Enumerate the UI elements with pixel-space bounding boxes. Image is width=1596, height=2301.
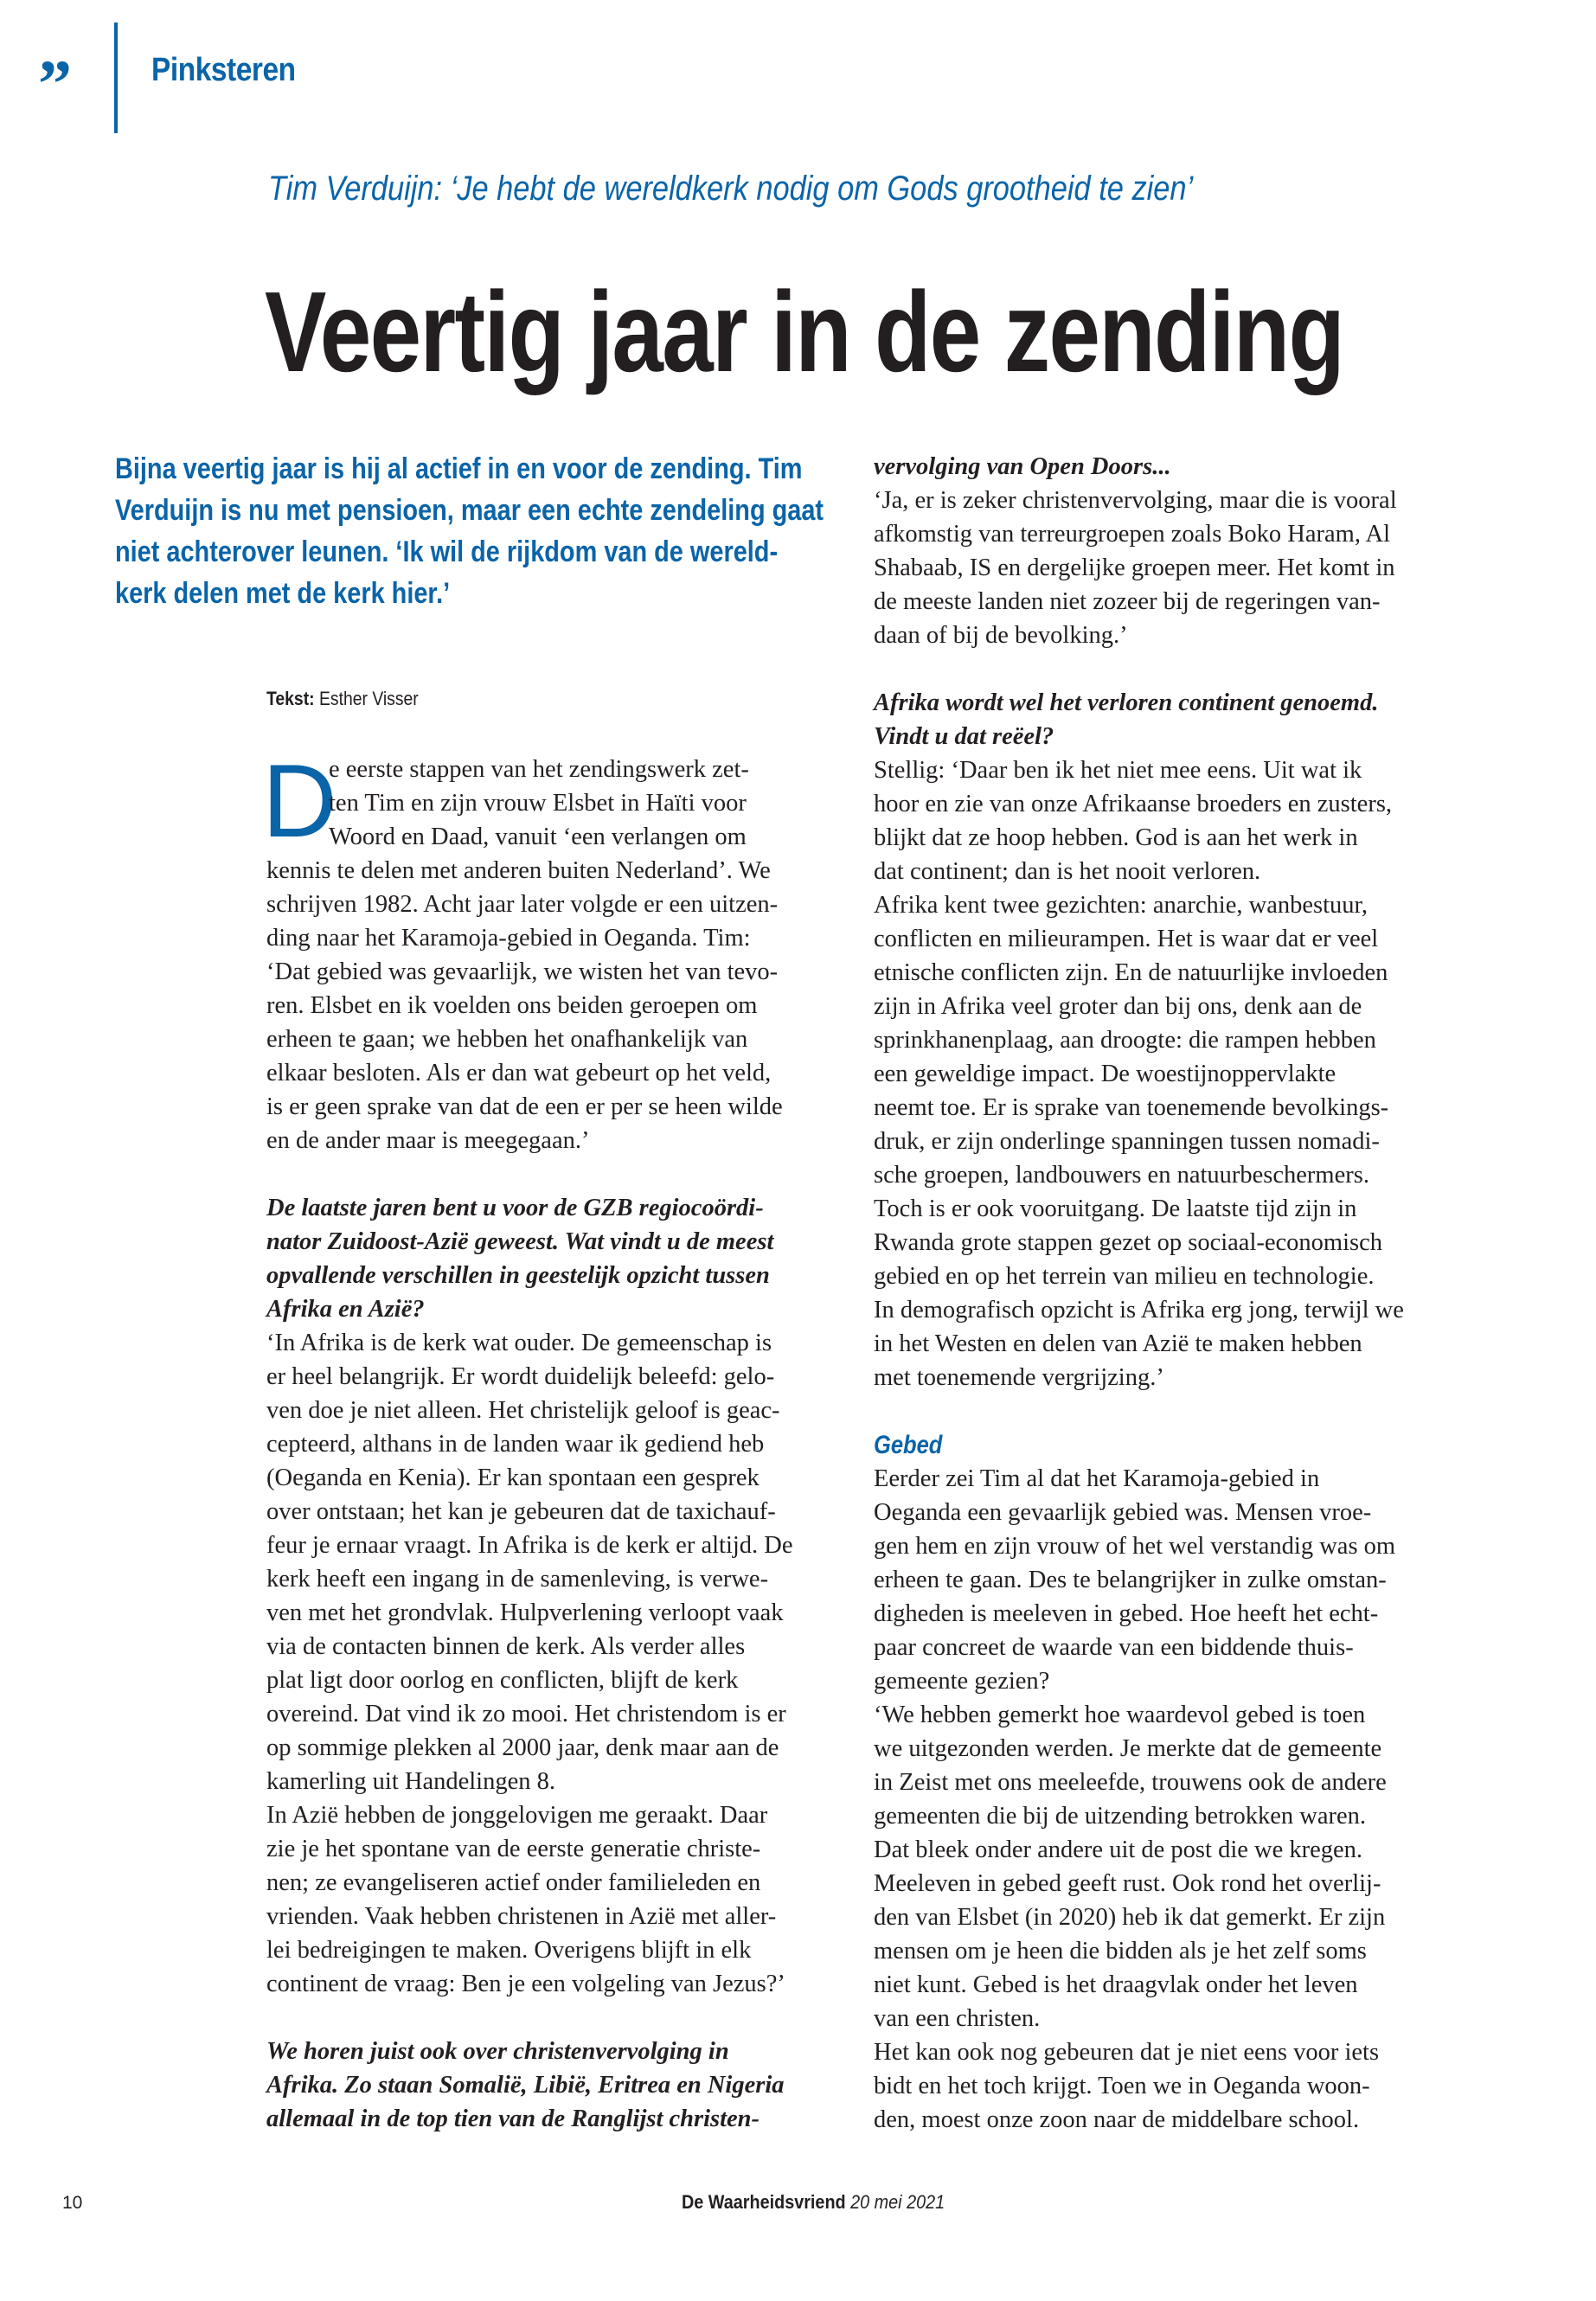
text-line: Stellig: ‘Daar ben ik het niet mee eens. Uit wat ik (874, 757, 1362, 784)
byline-author: Esther Visser (318, 688, 419, 709)
header-divider (114, 22, 118, 133)
text-line: er heel belangrijk. Er wordt duidelijk beleefd: gelo- (266, 1363, 775, 1390)
text-line: Afrika en Azië? (266, 1296, 425, 1323)
text-line: ven doe je niet alleen. Het christelijk geloof is geac- (266, 1397, 780, 1424)
text-line: Toch is er ook vooruitgang. De laatste tijd zijn in (874, 1195, 1357, 1222)
paragraph (874, 1462, 1462, 2137)
text-line: mensen om je heen die bidden als je het zelf soms (874, 1938, 1367, 1965)
article-intro (115, 448, 824, 614)
text-line: kennis te delen met anderen buiten Nederland’. We (266, 857, 771, 884)
text-line: den, moest onze zoon naar de middelbare school. (874, 2106, 1360, 2133)
text-line: gemeenten die bij de uitzending betrokken waren. (874, 1803, 1366, 1830)
text-line: met toenemende vergrijzing.’ (874, 1364, 1164, 1391)
text-line: ten Tim en zijn vrouw Elsbet in Haïti voor (329, 790, 747, 817)
text-line: is er geen sprake van dat de een er per se heen wilde (266, 1093, 783, 1120)
text-line: Afrika kent twee gezichten: anarchie, wanbestuur, (874, 892, 1368, 919)
column-right (874, 450, 1462, 2137)
text-line: gemeente gezien? (874, 1668, 1050, 1695)
text-line: Afrika wordt wel het verloren continent genoemd. (874, 689, 1379, 716)
interview-question (266, 2035, 837, 2136)
drop-cap: D (262, 743, 337, 859)
text-line: in Zeist met ons meeleefde, trouwens ook de andere (874, 1769, 1387, 1796)
text-line: kerk delen met de kerk hier.’ (115, 577, 451, 610)
text-line: elkaar besloten. Als er dan wat gebeurt op het veld, (266, 1060, 772, 1086)
text-line: van een christen. (874, 2005, 1041, 2032)
text-line: In Azië hebben de jonggelovigen me geraakt. Daar (266, 1802, 768, 1829)
text-line: druk, er zijn onderlinge spanningen tussen nomadi- (874, 1128, 1380, 1155)
text-line: In demografisch opzicht is Afrika erg jong, terwijl we (874, 1297, 1404, 1324)
text-line: blijkt dat ze hoop hebben. God is aan het werk in (874, 824, 1358, 851)
text-line: daan of bij de bevolking.’ (874, 622, 1128, 649)
text-line: ding naar het Karamoja-gebied in Oeganda. Tim: (266, 925, 751, 952)
text-line: zie je het spontane van de eerste generatie christe- (266, 1836, 761, 1862)
publication-name: De Waarheidsvriend (682, 2191, 846, 2213)
text-line: continent de vraag: Ben je een volgeling van Jezus?’ (266, 1971, 785, 1997)
opening-paragraph (266, 753, 837, 854)
interview-question (266, 1191, 837, 1326)
text-line: etnische conflicten zijn. En de natuurlijke invloeden (874, 959, 1388, 986)
text-line: over ontstaan; het kan je gebeuren dat de taxichauf- (266, 1498, 776, 1525)
text-line: plat ligt door oorlog en conflicten, blijft de kerk (266, 1667, 739, 1694)
text-line: Oeganda een gevaarlijk gebied was. Mensen vroe- (874, 1499, 1372, 1526)
text-line: feur je ernaar vraagt. In Afrika is de kerk er altijd. De (266, 1532, 793, 1559)
article-kicker: Tim Verduijn: ‘Je hebt de wereldkerk nodig om Gods grootheid te zien’ (268, 170, 1194, 208)
publication-date: 20 mei 2021 (850, 2191, 945, 2213)
text-line: Bijna veertig jaar is hij al actief in en voor de zending. Tim (115, 452, 803, 485)
text-line: op sommige plekken al 2000 jaar, denk maar aan de (266, 1734, 779, 1761)
interview-answer (266, 1326, 837, 2001)
interview-question-continued (874, 450, 1462, 484)
text-line: niet achterover leunen. ‘Ik wil de rijkdom van de wereld- (115, 535, 779, 568)
text-line: neemt toe. Er is sprake van toenemende bevolkings- (874, 1094, 1389, 1121)
text-line: sprinkhanenplaag, aan droogte: die rampen hebben (874, 1027, 1376, 1054)
text-line: den van Elsbet (in 2020) heb ik dat gemerkt. Er zijn (874, 1904, 1386, 1931)
byline-label: Tekst: (266, 688, 315, 709)
text-line: Meeleven in gebed geeft rust. Ook rond het overlij- (874, 1870, 1381, 1897)
text-line: nen; ze evangeliseren actief onder familieleden en (266, 1869, 761, 1896)
text-line: gen hem en zijn vrouw of het wel verstandig was om (874, 1533, 1396, 1560)
footer-publication (682, 2191, 945, 2214)
text-line: bidt en het toch krijgt. Toen we in Oeganda woon- (874, 2073, 1370, 2099)
byline (266, 688, 419, 710)
text-line: niet kunt. Gebed is het draagvlak onder het leven (874, 1971, 1358, 1998)
text-line: nator Zuidoost-Azië geweest. Wat vindt u de meest (266, 1228, 774, 1255)
text-line: hoor en zie van onze Afrikaanse broeders en zusters, (874, 791, 1393, 817)
paragraph (266, 854, 837, 1157)
text-line: digheden is meeleven in gebed. Hoe heeft het echt- (874, 1600, 1379, 1627)
text-line: een geweldige impact. De woestijnoppervlakte (874, 1061, 1336, 1087)
text-line: de meeste landen niet zozeer bij de regeringen van- (874, 588, 1381, 615)
text-line: ven met het grondvlak. Hulpverlening verloopt vaak (266, 1599, 784, 1626)
text-line: Woord en Daad, vanuit ‘een verlangen om (329, 824, 747, 850)
section-subhead: Gebed (874, 1431, 943, 1459)
text-line: allemaal in de top tien van de Ranglijst christen- (266, 2106, 760, 2132)
text-line: erheen te gaan. Des te belangrijker in zulke omstan- (874, 1567, 1387, 1593)
text-line: De laatste jaren bent u voor de GZB regiocoördi- (266, 1195, 764, 1221)
article-headline: Veertig jaar in de zending (265, 268, 1344, 395)
text-line: zijn in Afrika veel groter dan bij ons, denk aan de (874, 993, 1362, 1020)
text-line: conflicten en milieurampen. Het is waar dat er veel (874, 926, 1379, 952)
text-line: lei bedreigingen te maken. Overigens blijft in elk (266, 1937, 752, 1964)
text-line: afkomstig van terreurgroepen zoals Boko Haram, Al (874, 521, 1391, 548)
text-line: kamerling uit Handelingen 8. (266, 1768, 555, 1795)
text-line: e eerste stappen van het zendingswerk zet- (329, 756, 749, 783)
text-line: We horen juist ook over christenvervolging in (266, 2038, 729, 2065)
page-number: 10 (62, 2193, 83, 2213)
text-line: ‘We hebben gemerkt hoe waardevol gebed is toen (874, 1702, 1366, 1728)
text-line: dat continent; dan is het nooit verloren. (874, 858, 1261, 885)
text-line: cepteerd, althans in de landen waar ik gediend heb (266, 1431, 765, 1458)
text-line: erheen te gaan; we hebben het onafhankelijk van (266, 1026, 748, 1053)
text-line: ‘In Afrika is de kerk wat ouder. De gemeenschap is (266, 1330, 772, 1356)
text-line: overeind. Dat vind ik zo mooi. Het christendom is er (266, 1701, 786, 1727)
column-left (266, 753, 837, 2136)
interview-answer (874, 484, 1462, 652)
text-line: Eerder zei Tim al dat het Karamoja-gebied in (874, 1465, 1320, 1492)
text-line: vervolging van Open Doors... (874, 453, 1171, 480)
text-line: we uitgezonden werden. Je merkte dat de gemeente (874, 1735, 1382, 1762)
text-line: gebied en op het terrein van milieu en technologie. (874, 1263, 1375, 1290)
interview-answer (874, 753, 1462, 1394)
text-line: kerk heeft een ingang in de samenleving, is verwe- (266, 1566, 769, 1593)
text-line: in het Westen en delen van Azië te maken hebben (874, 1330, 1362, 1357)
text-line: (Oeganda en Kenia). Er kan spontaan een gesprek (266, 1465, 760, 1491)
text-line: Rwanda grote stappen gezet op sociaal-economisch (874, 1229, 1382, 1256)
text-line: schrijven 1982. Acht jaar later volgde er een uitzen- (266, 891, 779, 918)
text-line: ‘Ja, er is zeker christenvervolging, maar die is vooral (874, 487, 1397, 514)
text-line: vrienden. Vaak hebben christenen in Azië met aller- (266, 1903, 777, 1930)
text-line: Afrika. Zo staan Somalië, Libië, Eritrea en Nigeria (266, 2072, 785, 2099)
text-line: en de ander maar is meegegaan.’ (266, 1127, 590, 1154)
text-line: via de contacten binnen de kerk. Als verder alles (266, 1633, 746, 1660)
text-line: ‘Dat gebied was gevaarlijk, we wisten het van tevo- (266, 958, 779, 985)
text-line: Verduijn is nu met pensioen, maar een echte zendeling gaat (115, 494, 824, 527)
text-line: ren. Elsbet en ik voelden ons beiden geroepen om (266, 992, 758, 1019)
text-line: opvallende verschillen in geestelijk opzicht tussen (266, 1262, 770, 1289)
interview-question (874, 686, 1462, 753)
section-label: Pinksteren (151, 52, 296, 88)
quote-icon: ” (38, 46, 67, 121)
text-line: Shabaab, IS en dergelijke groepen meer. Het komt in (874, 554, 1395, 581)
text-line: paar concreet de waarde van een biddende thuis- (874, 1634, 1354, 1661)
text-line: Het kan ook nog gebeuren dat je niet eens voor iets (874, 2039, 1380, 2066)
text-line: Dat bleek onder andere uit de post die we kregen. (874, 1836, 1363, 1863)
text-line: Vindt u dat reëel? (874, 723, 1054, 750)
text-line: sche groepen, landbouwers en natuurbeschermers. (874, 1162, 1369, 1189)
